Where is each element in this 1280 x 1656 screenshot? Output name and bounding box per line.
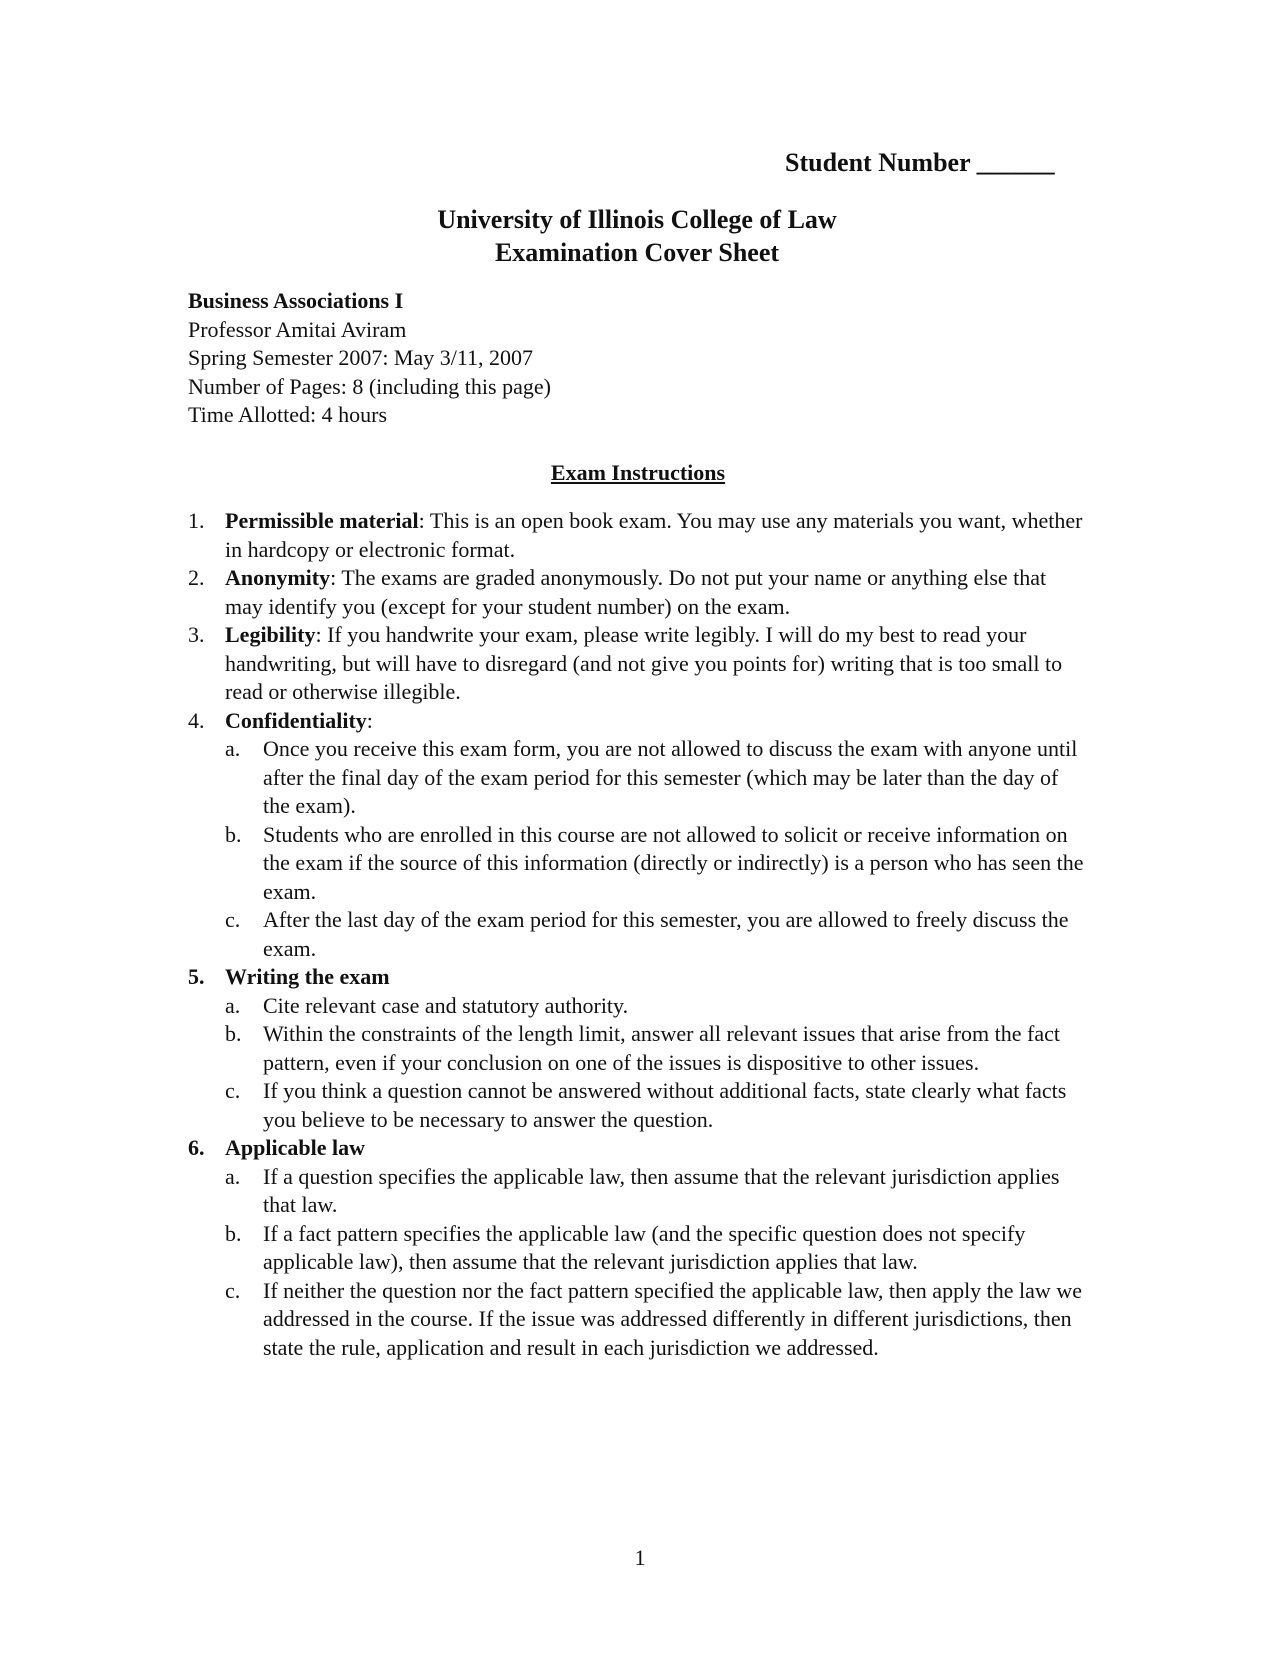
sub-item-letter: c. bbox=[225, 1277, 241, 1303]
instruction-item bbox=[188, 621, 1088, 707]
item-number: 5. bbox=[188, 964, 205, 989]
instruction-item bbox=[188, 963, 1088, 1134]
page-count: Number of Pages: 8 (including this page) bbox=[188, 373, 551, 399]
sub-item bbox=[225, 1020, 1088, 1077]
item-label: Applicable law bbox=[225, 1135, 365, 1160]
item-text: : If you handwrite your exam, please write legibly. I will do my best to read your handwriting, but will have to disregard (and not give you points for) writing that is too small to read or otherwise illegible. bbox=[225, 622, 1063, 704]
instruction-item bbox=[188, 507, 1088, 564]
time-allotted: Time Allotted: 4 hours bbox=[188, 402, 388, 427]
sheet-title: Examination Cover Sheet bbox=[494, 238, 780, 267]
sub-item bbox=[225, 1220, 1088, 1277]
sub-item-letter: b. bbox=[225, 1220, 242, 1246]
sub-item-text: If a question specifies the applicable law, then assume that the relevant jurisdiction applies that law. bbox=[263, 1163, 1060, 1217]
sub-item-text: If you think a question cannot be answered without additional facts, state clearly what facts you believe to be necessary to answer the question. bbox=[263, 1078, 1067, 1132]
item-label: Writing the exam bbox=[225, 964, 390, 989]
instruction-item bbox=[188, 1134, 1088, 1362]
instructions-heading-text: Exam Instructions bbox=[550, 460, 726, 485]
sub-item-text: Students who are enrolled in this course are not allowed to solicit or receive information on the exam if the source of this information (directly or indirectly) is a person who has seen the exam. bbox=[263, 821, 1084, 904]
item-label: Confidentiality bbox=[225, 707, 367, 733]
sub-item bbox=[225, 906, 1088, 963]
sub-item bbox=[225, 1077, 1088, 1134]
sub-item bbox=[225, 1277, 1088, 1363]
document-title bbox=[0, 203, 1280, 269]
item-text: : bbox=[366, 707, 373, 733]
sub-item-text: If neither the question nor the fact pattern specified the applicable law, then apply the law we addressed in the course. If the issue was addressed differently in different jurisdictions, then state the rule, application and result in each jurisdiction we addressed. bbox=[263, 1277, 1082, 1360]
sub-item-letter: b. bbox=[225, 821, 242, 847]
sub-item-letter: c. bbox=[225, 907, 241, 932]
item-number: 4. bbox=[188, 707, 205, 733]
item-label: Anonymity bbox=[225, 565, 331, 590]
sub-item bbox=[225, 992, 1088, 1021]
sub-item-letter: a. bbox=[225, 992, 241, 1018]
sub-item bbox=[225, 1163, 1088, 1220]
instructions-heading bbox=[0, 460, 1280, 486]
item-number: 3. bbox=[188, 622, 205, 647]
item-text: : This is an open book exam. You may use any materials you want, whether in hardcopy or electronic format. bbox=[225, 508, 1083, 562]
course-info bbox=[188, 287, 551, 430]
sub-item-letter: a. bbox=[225, 1163, 241, 1189]
item-label: Legibility bbox=[225, 622, 316, 647]
course-name: Business Associations I bbox=[188, 288, 404, 313]
sub-item bbox=[225, 735, 1088, 821]
item-number: 6. bbox=[188, 1135, 205, 1160]
university-name: University of Illinois College of Law bbox=[437, 205, 837, 234]
item-text: : The exams are graded anonymously. Do not put your name or anything else that may identify you (except for your student number) on the exam. bbox=[225, 565, 1047, 619]
semester-date: Spring Semester 2007: May 3/11, 2007 bbox=[188, 345, 534, 370]
sub-item-text: Within the constraints of the length limit, answer all relevant issues that arise from the fact pattern, even if your conclusion on one of the issues is dispositive to other issues. bbox=[263, 1021, 1060, 1075]
sub-item-text: Cite relevant case and statutory authority. bbox=[263, 992, 629, 1018]
item-number: 2. bbox=[188, 565, 205, 590]
instruction-item bbox=[188, 564, 1088, 621]
instruction-item bbox=[188, 707, 1088, 964]
sub-item-text: After the last day of the exam period for this semester, you are allowed to freely discuss the exam. bbox=[263, 907, 1069, 961]
sub-item-letter: b. bbox=[225, 1021, 242, 1046]
sub-item-letter: c. bbox=[225, 1078, 241, 1103]
sub-item bbox=[225, 821, 1088, 907]
item-number: 1. bbox=[188, 508, 205, 533]
professor-name: Professor Amitai Aviram bbox=[188, 316, 407, 342]
page-number: 1 bbox=[634, 1545, 646, 1570]
item-label: Permissible material bbox=[225, 508, 419, 533]
instructions-list bbox=[188, 507, 1088, 1362]
sub-item-text: Once you receive this exam form, you are not allowed to discuss the exam with anyone until after the final day of the exam period for this semester (which may be later than the day of the exam). bbox=[263, 736, 1078, 818]
student-number-field: Student Number ______ bbox=[785, 148, 1055, 177]
sub-item-letter: a. bbox=[225, 736, 241, 761]
sub-item-text: If a fact pattern specifies the applicable law (and the specific question does not specify applicable law), then assume that the relevant jurisdiction applies that law. bbox=[263, 1220, 1026, 1274]
